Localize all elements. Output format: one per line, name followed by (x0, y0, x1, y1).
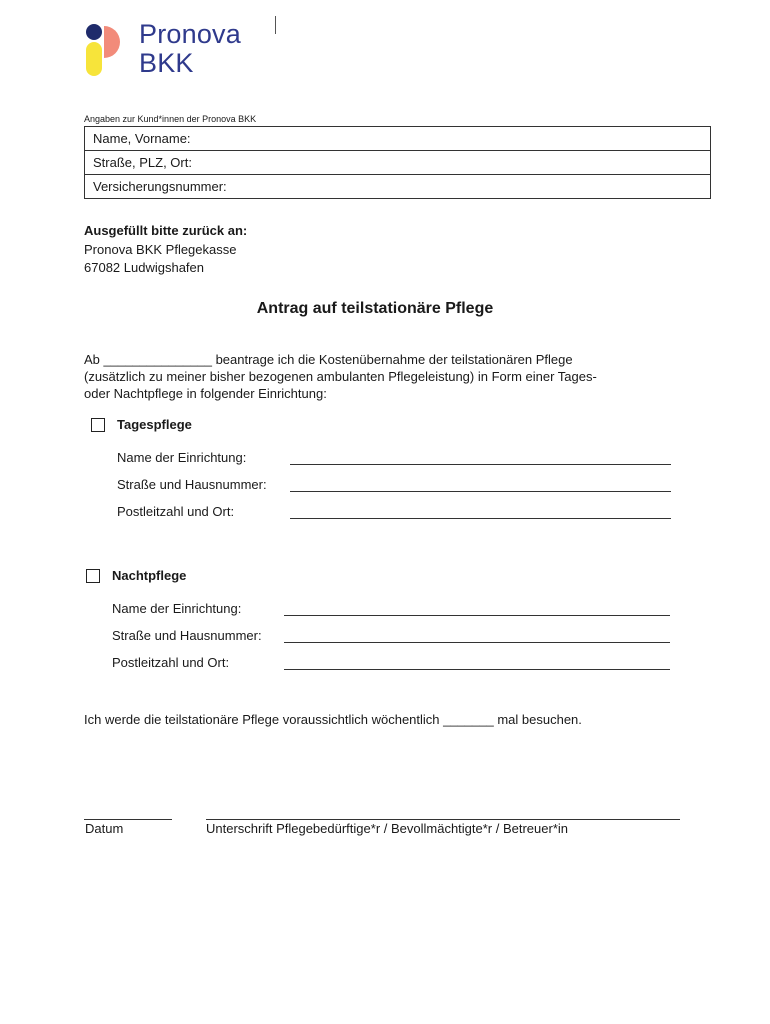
nacht-facility-name-label: Name der Einrichtung: (112, 601, 242, 616)
pronova-logo-icon (84, 22, 126, 78)
page-title: Antrag auf teilstationäre Pflege (256, 300, 494, 317)
return-heading: Ausgefüllt bitte zurück an: (84, 223, 248, 238)
intro-line-1: Ab _______________ beantrage ich die Kostenübernahme der teilstationären Pflege (84, 352, 573, 367)
logo-divider (275, 16, 276, 34)
name-field[interactable]: Name, Vorname: (85, 127, 710, 151)
address-field[interactable]: Straße, PLZ, Ort: (85, 151, 710, 175)
intro-line-2: (zusätzlich zu meiner bisher bezogenen ambulanten Pflegeleistung) in Form einer Tages- (84, 369, 597, 384)
date-label: Datum (85, 821, 124, 836)
tages-facility-name-input[interactable] (290, 464, 671, 465)
nacht-postal-input[interactable] (284, 669, 670, 670)
tages-postal-label: Postleitzahl und Ort: (117, 504, 235, 519)
logo-line-1: Pronova (139, 19, 241, 49)
nacht-facility-name-input[interactable] (284, 615, 670, 616)
insurance-number-field[interactable]: Versicherungsnummer: (93, 179, 227, 194)
header-note: Angaben zur Kund*innen der Pronova BKK (84, 114, 257, 124)
intro-line-3: oder Nachtpflege in folgender Einrichtung: (84, 386, 327, 401)
tages-postal-input[interactable] (290, 518, 671, 519)
tages-street-label: Straße und Hausnummer: (117, 477, 267, 492)
customer-info-box (84, 126, 711, 199)
return-line-1: Pronova BKK Pflegekasse (84, 242, 237, 257)
nacht-postal-label: Postleitzahl und Ort: (112, 655, 230, 670)
tagespflege-checkbox[interactable] (91, 418, 105, 432)
tages-street-input[interactable] (290, 491, 671, 492)
tages-facility-name-label: Name der Einrichtung: (117, 450, 247, 465)
nachtpflege-checkbox[interactable] (86, 569, 100, 583)
signature-label: Unterschrift Pflegebedürftige*r / Bevollmächtigte*r / Betreuer*in (206, 821, 569, 836)
logo-line-2: BKK (139, 48, 194, 78)
logo-wordmark (139, 20, 241, 78)
return-line-2: 67082 Ludwigshafen (84, 260, 204, 275)
nachtpflege-label: Nachtpflege (112, 568, 187, 583)
nacht-street-input[interactable] (284, 642, 670, 643)
nacht-street-label: Straße und Hausnummer: (112, 628, 262, 643)
frequency-text: Ich werde die teilstationäre Pflege voraussichtlich wöchentlich _______ mal besuchen. (84, 712, 582, 727)
tagespflege-label: Tagespflege (117, 417, 192, 432)
